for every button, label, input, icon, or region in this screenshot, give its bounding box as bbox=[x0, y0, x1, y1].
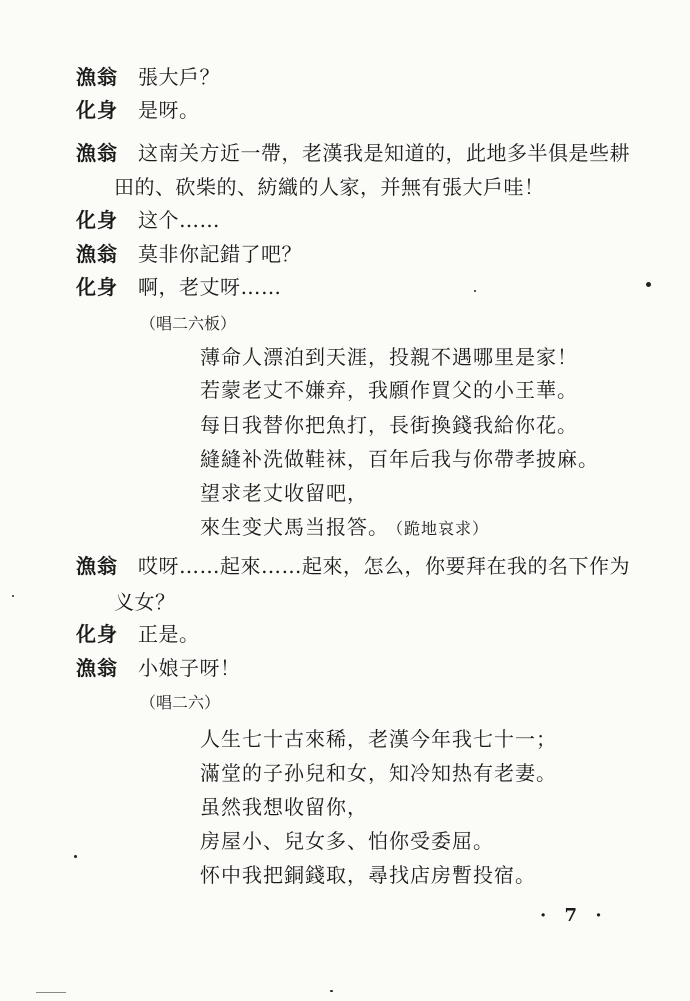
tune-label: （唱二六） bbox=[140, 693, 221, 712]
verse-text: 來生变犬馬当报答。 bbox=[200, 515, 389, 539]
scan-speck bbox=[12, 595, 14, 597]
scan-speck bbox=[646, 282, 651, 287]
verse-text: 滿堂的子孙兒和女，知冷知热有老妻。 bbox=[200, 761, 557, 785]
dialogue-text: 哎呀……起來……起來，怎么，你要拜在我的名下作为 bbox=[138, 554, 630, 578]
verse-text: 房屋小、兒女多、怕你受委屈。 bbox=[200, 829, 494, 853]
verse-text: 人生七十古來稀，老漢今年我七十一； bbox=[200, 727, 557, 751]
speaker-label: 漁翁 bbox=[76, 242, 118, 266]
verse-text: 若蒙老丈不嫌弃，我願作買父的小王華。 bbox=[200, 378, 578, 402]
dialogue-text: 田的、砍柴的、紡織的人家，并無有張大戶哇！ bbox=[114, 175, 545, 199]
speaker-label: 化身 bbox=[76, 208, 118, 232]
verse-text: 望求老丈收留吧， bbox=[200, 481, 368, 505]
verse-text: 薄命人漂泊到天涯，投親不遇哪里是家！ bbox=[200, 345, 578, 369]
speaker-label: 漁翁 bbox=[76, 554, 118, 578]
scan-speck bbox=[74, 855, 77, 858]
dialogue-text: 莫非你記錯了吧？ bbox=[138, 242, 302, 266]
speaker-label: 漁翁 bbox=[76, 656, 118, 680]
dialogue-text: 义女？ bbox=[114, 590, 176, 614]
dialogue-text: 小娘子呀！ bbox=[138, 656, 241, 680]
scan-speck bbox=[474, 290, 476, 292]
tune-label: （唱二六板） bbox=[140, 314, 237, 333]
dialogue-text: 張大戶？ bbox=[138, 65, 220, 89]
dialogue-text: 这个…… bbox=[138, 208, 220, 232]
verse-text: 縫縫补洗做鞋袜，百年后我与你帶孝披麻。 bbox=[200, 447, 599, 471]
verse-text: 虽然我想收留你， bbox=[200, 795, 368, 819]
speaker-label: 化身 bbox=[76, 98, 118, 122]
speaker-label: 漁翁 bbox=[76, 141, 118, 165]
scan-speck bbox=[330, 990, 333, 992]
dialogue-text: 啊，老丈呀…… bbox=[138, 275, 282, 299]
dialogue-text: 正是。 bbox=[138, 622, 200, 646]
verse-with-note bbox=[200, 514, 489, 542]
speaker-label: 漁翁 bbox=[76, 65, 118, 89]
speaker-label: 化身 bbox=[76, 275, 118, 299]
verse-text: 每日我替你把魚打，長街換錢我給你花。 bbox=[200, 413, 578, 437]
page-number: · 7 · bbox=[540, 905, 608, 926]
dialogue-text: 这南关方近一帶，老漢我是知道的，此地多半俱是些耕 bbox=[138, 141, 630, 165]
verse-text: 怀中我把銅錢取，尋找店房暫投宿。 bbox=[200, 863, 536, 887]
dialogue-text: 是呀。 bbox=[138, 98, 200, 122]
stage-direction: （跪地哀求） bbox=[395, 519, 490, 538]
scan-smudge bbox=[36, 992, 66, 993]
speaker-label: 化身 bbox=[76, 622, 118, 646]
